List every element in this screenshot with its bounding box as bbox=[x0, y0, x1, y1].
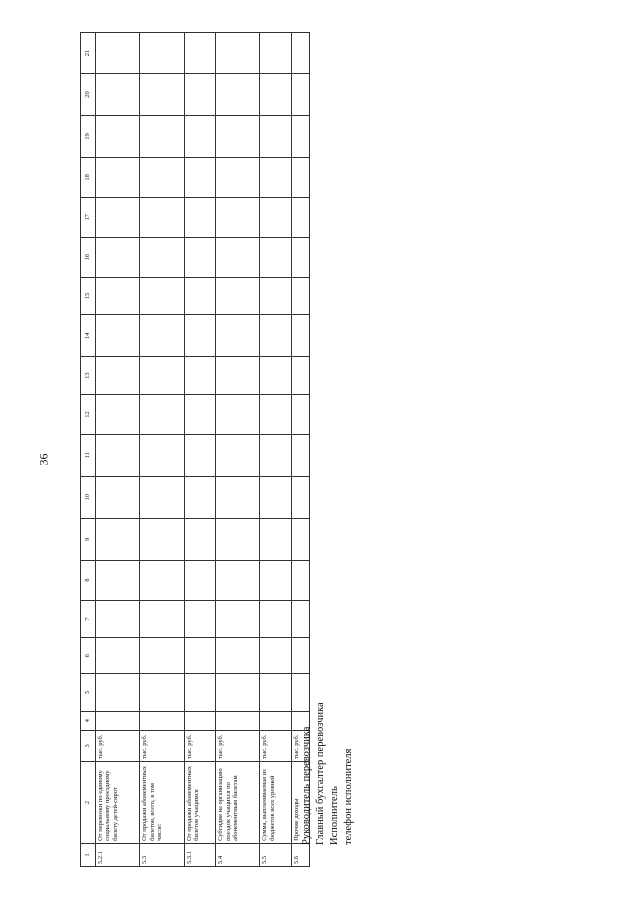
header-cell: 20 bbox=[81, 74, 96, 116]
row-name: Сумма, выплачиваемая из бюджетов всех уровней bbox=[260, 762, 291, 844]
row-name: Субсидия на организацию поездок учащихся по абонементным билетам bbox=[216, 762, 260, 844]
table-row bbox=[140, 33, 184, 867]
row-name: От перевозки по единому социальному проездному билету детей-сирот bbox=[96, 762, 140, 844]
header-cell: 7 bbox=[81, 600, 96, 638]
row-code: 5.5 bbox=[260, 843, 291, 866]
report-table bbox=[80, 32, 310, 867]
header-cell: 5 bbox=[81, 674, 96, 712]
header-cell: 1 bbox=[81, 843, 96, 866]
header-cell: 10 bbox=[81, 476, 96, 518]
signature-line-head: Руководитель перевозчика bbox=[301, 726, 312, 845]
header-row bbox=[81, 33, 96, 867]
header-cell: 21 bbox=[81, 33, 96, 74]
header-cell: 8 bbox=[81, 560, 96, 600]
row-name: Прочие доходы bbox=[291, 762, 309, 844]
table-row bbox=[260, 33, 291, 867]
header-cell: 4 bbox=[81, 711, 96, 730]
header-cell: 9 bbox=[81, 518, 96, 560]
header-cell: 19 bbox=[81, 115, 96, 157]
signature-line-accountant: Главный бухгалтер перевозчика bbox=[315, 702, 326, 845]
row-code: 5.4 bbox=[216, 843, 260, 866]
signature-block bbox=[300, 645, 570, 845]
header-cell: 16 bbox=[81, 237, 96, 277]
page-number: 36 bbox=[36, 453, 51, 466]
row-unit: тыс. руб. bbox=[291, 730, 309, 761]
header-cell: 11 bbox=[81, 434, 96, 476]
header-cell: 13 bbox=[81, 357, 96, 395]
row-code: 5.3 bbox=[140, 843, 184, 866]
report-table-container bbox=[80, 32, 310, 867]
header-cell: 3 bbox=[81, 730, 96, 761]
row-unit: тыс. руб. bbox=[96, 730, 140, 761]
row-unit: тыс. руб. bbox=[140, 730, 184, 761]
table-row bbox=[96, 33, 140, 867]
header-cell: 6 bbox=[81, 638, 96, 674]
row-name: От продажи абонементных билетов учащимся bbox=[184, 762, 215, 844]
row-unit: тыс. руб. bbox=[216, 730, 260, 761]
header-cell: 12 bbox=[81, 395, 96, 435]
row-unit: тыс. руб. bbox=[184, 730, 215, 761]
table-row bbox=[184, 33, 215, 867]
signature-line-phone: телефон исполнителя bbox=[343, 748, 354, 845]
header-cell: 2 bbox=[81, 762, 96, 844]
row-code: 5.6 bbox=[291, 843, 309, 866]
header-cell: 14 bbox=[81, 315, 96, 357]
row-code: 5.3.1 bbox=[184, 843, 215, 866]
header-cell: 15 bbox=[81, 277, 96, 315]
signature-line-executor: Исполнитель bbox=[329, 786, 340, 845]
header-cell: 17 bbox=[81, 197, 96, 237]
row-code: 5.2.1 bbox=[96, 843, 140, 866]
header-cell: 18 bbox=[81, 157, 96, 197]
table-row bbox=[216, 33, 260, 867]
row-unit: тыс. руб. bbox=[260, 730, 291, 761]
row-name: От продажи абонементных билетов, всего, в том числе: bbox=[140, 762, 184, 844]
